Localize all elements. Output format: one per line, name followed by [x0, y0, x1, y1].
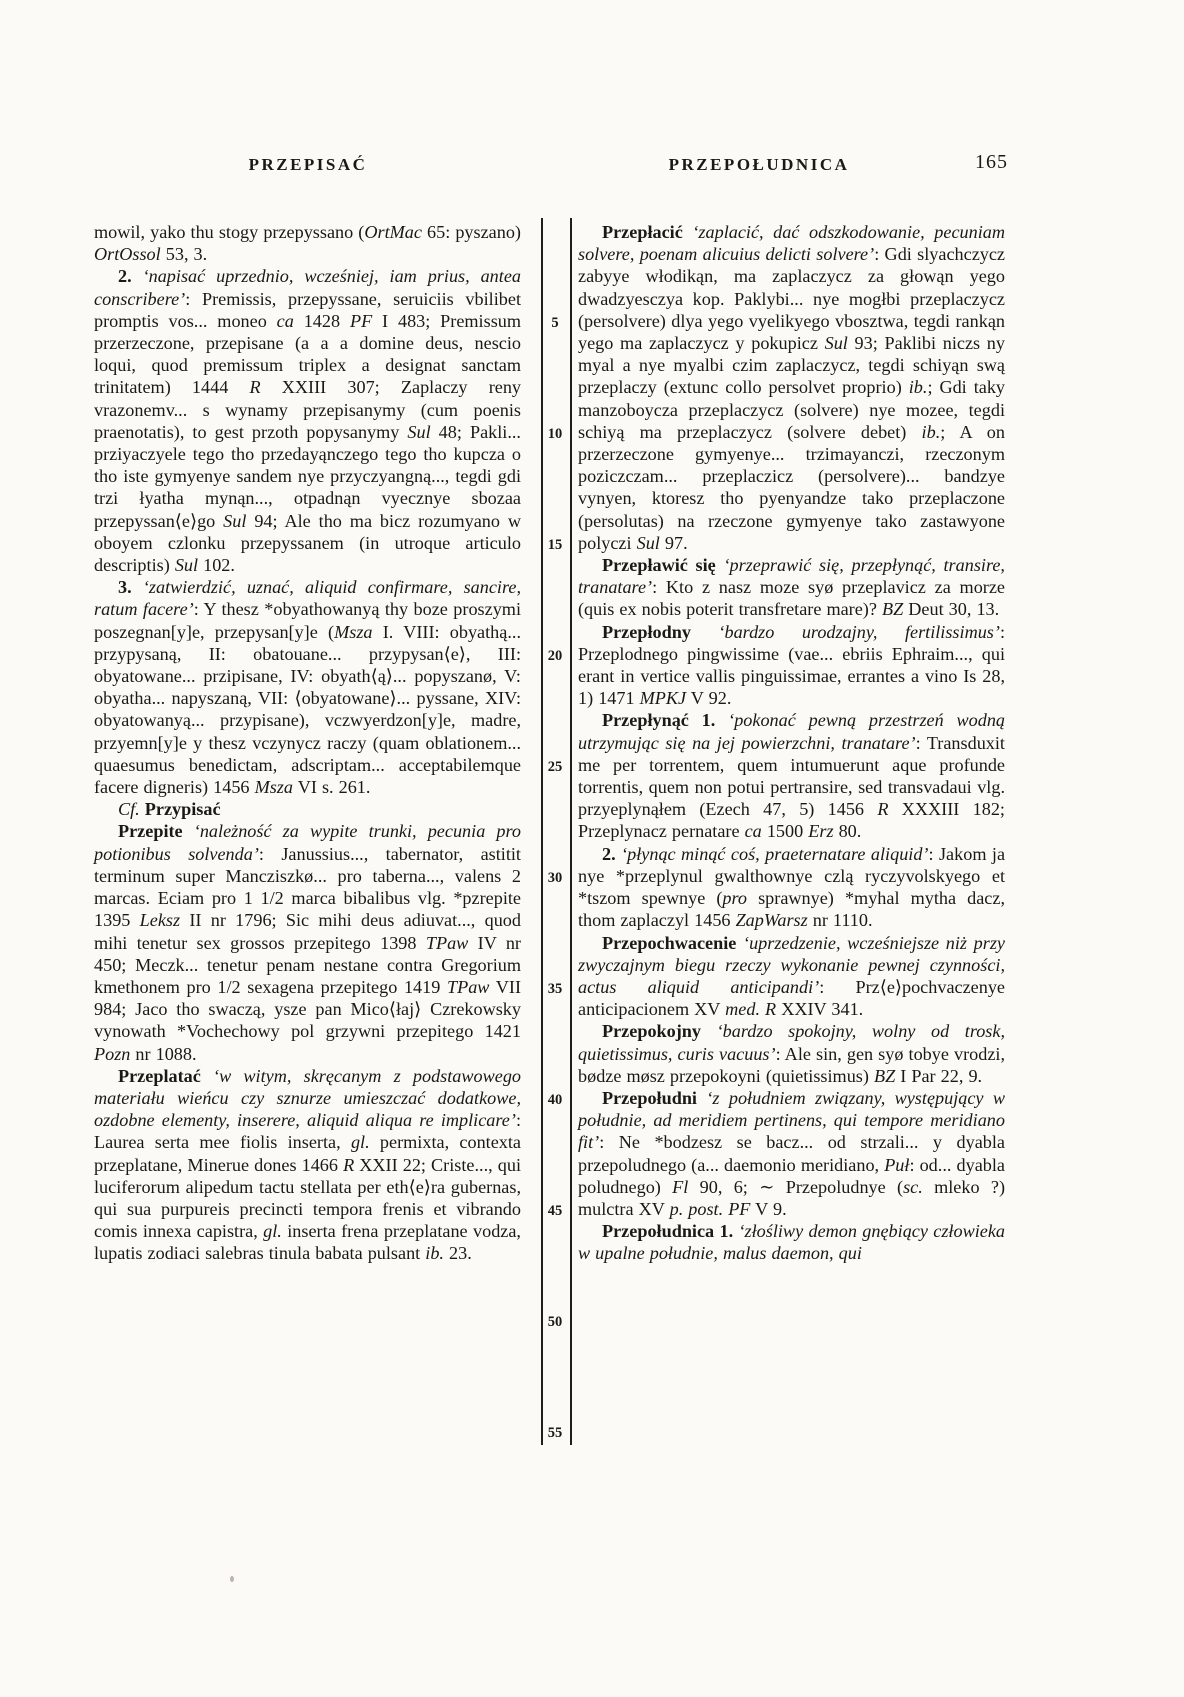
left-running-head: PRZEPISAĆ [248, 155, 368, 174]
entry-przepite: Przepite ‘należność za wypite trunki, pecunia pro potionibus solvenda’: Janussius..., tabernator, astitit terminum super Mancziszkø... pro taberna..., valens 2 marcas. Eciam pro 1 1/2 marca bibalibus vlg. *pzrepite 1395 Leksz II nr 1796; Sic mihi deus adiuvat..., quod mihi tenetur sex grossos przepitego 1398 TPaw IV nr 450; Meczk... tenetur penam nestane contra Gregorium kmethonem pro 1/2 sexagena przepitego 1419 TPaw VII 984; Jaco tho swaczą, ysze pan Mico⟨łaj⟩ Czrekowsky vynowath *Vochechowy pol grzywni przepitego 1421 Pozn nr 1088. [94, 821, 522, 1064]
column-divider-rule-right [570, 218, 572, 1445]
entry-przeplodny: Przepłodny ‘bardzo urodzajny, fertilissimus’: Przeplodnego pingwissime (vae... ebriis Ephraim..., qui erant in vertice vallis pinguissimae, errantes a vino Is 28, 1) 1471 MPKJ V 92. [578, 621, 1005, 709]
przepisac-sense-3: 3. ‘zatwierdzić, uznać, aliquid confirmare, sancire, ratum facere’: Y thesz *obyathowanyą thy boze proszymi poszegnan[y]e, przepysan[y]e (Msza I. VIII: obyathą... przypysaną, II: obatouane... przypysan⟨e⟩, III: obyatowane... przipisane, IV: obyath⟨ą⟩... popyszanø, V: obyatha... napyszaną, VII: ⟨obyatowane⟩... pyssane, XIV: obyatowanyą... przypisane), vczwyerdzon[y]e, madre, przyemn[y]e y thesz vczynycz raczy (quam oblationem... quaesumus benedictam, adscriptam... acceptabilemque facere digneris) 1456 Msza VI s. 261. [94, 577, 522, 798]
line-number-25: 25 [547, 758, 563, 775]
line-number-15: 15 [547, 536, 563, 553]
entry-przeplatac: Przeplatać ‘w witym, skręcanym z podstawowego materiału wieńcu czy sznurze umieszczać dodatkowe, ozdobne elementy, inserere, aliquid aliqua re implicare’: Laurea serta mee fiolis inserta, gl. permixta, contexta przeplatane, Minerue dones 1466 R XXII 22; Criste..., qui luciferorum alipedum tactu stellata per eth⟨e⟩ra gubernas, qui sua purpureis precincti tempora frenis et vibrando comis innexa capistra, gl. inserta frena przeplatane vodza, lupatis zodiaci salebras tinula babata pulsant ib. 23. [94, 1065, 522, 1264]
line-number-50: 50 [547, 1313, 563, 1330]
przeplynac-sense-2: 2. ‘płynąc minąć coś, praeternatare aliquid’: Jakom ja nye *przeplynul gwalthownye czlą ryczyvolskyego et *tszom spewnye (pro sprawnye) *myhal mytha dacz, thom zaplaczyl 1456 ZapWarsz nr 1110. [578, 843, 1006, 931]
left-text-column [94, 221, 521, 1265]
right-text-column [578, 221, 1005, 1265]
entry-przepochwacenie: Przepochwacenie ‘uprzedzenie, wcześniejsze niż przy zwyczajnym biegu rzeczy wykonanie pewnej czynności, actus aliquid anticipandi’: Prz⟨e⟩pochvaczenye anticipacionem XV med. R XXIV 341. [578, 932, 1005, 1020]
line-number-20: 20 [547, 647, 563, 664]
line-number-10: 10 [547, 425, 563, 442]
line-number-30: 30 [547, 869, 563, 886]
entry-przepoludni: Przepołudni ‘z południem związany, występujący w południe, ad meridiem pertinens, qui tempore meridiano fit’: Ne *bodzesz se bacz... od strzali... y dyabla przepoludnego (a... daemonio meridiano, Puł: od... dyabla poludnego) Fl 90, 6; ∼ Przepoludnye (sc. mleko ?) mulctra XV p. post. PF V 9. [578, 1087, 1005, 1219]
line-number-40: 40 [547, 1091, 563, 1108]
entry-przepisac-continuation: mowil, yako thu stogy przepyssano (OrtMac 65: pyszano) OrtOssol 53, 3. [94, 222, 521, 265]
entry-przeplawic-sie: Przepławić się ‘przeprawić się, przepłynąć, transire, tranatare’: Kto z nasz moze syø przeplavicz za morze (quis ex nobis poterit transfretare mare)? BZ Deut 30, 13. [578, 555, 1005, 620]
przepisac-sense-2: 2. ‘napisać uprzednio, wcześniej, iam prius, antea conscribere’: Premissis, przepyssane, seruiciis vbilibet promptis vos... moneo ca 1428 PF I 483; Premissum przerzeczone, przepisane (a a a domine deus, nescio loqui, quod premissum triplex a designat sanctam trinitatem) 1444 R XXIII 307; Zaplaczy reny vrazonemv... s wynamy przepisanymy (cum poenis praenotatis), to gest przoth popysanymy Sul 48; Pakli... prziyaczyele tego tho przedayąnczego tego tho kupcza o tho iste gymyenye sandem nye przyczyangną..., tegdi gdi trzi łyatha mynąn..., otpadnąn vyecznye sbozaa przepyssan⟨e⟩go Sul 94; Ale tho ma bicz rozumyano w oboyem czlonku przepyssanem (in utroque articulo descriptis) Sul 102. [94, 266, 522, 576]
cross-reference-przypisac: Cf. Przypisać [118, 799, 221, 820]
right-running-head: PRZEPOŁUDNICA [668, 155, 850, 174]
column-divider-rule-left [541, 218, 543, 1445]
page-number: 165 [975, 151, 1008, 173]
line-number-5: 5 [551, 314, 559, 331]
line-number-45: 45 [547, 1202, 563, 1219]
entry-przeplynac-sense-1: Przepłynąć 1. ‘pokonać pewną przestrzeń wodną utrzymując się na jej powierzchni, tranatare’: Transduxit me per torrentem, quem intumuerunt aque profunde torrentis, quem non potui pertransire, sed transvadaui vlg. przyeplynąłem (Ezech 47, 5) 1456 R XXXIII 182; Przeplynacz pernatare ca 1500 Erz 80. [578, 710, 1006, 842]
line-number-55: 55 [547, 1424, 563, 1441]
entry-przeplacic: Przepłacić ‘zaplacić, dać odszkodowanie, pecuniam solvere, poenam alicuius delicti solvere’: Gdi slyachczycz zabyye włodikąn, ma zaplaczycz za głowąn yego dwadzyesczya kop. Paklybi... nye mogłbi przeplaczycz (persolvere) dlya yego vyelikyego vbosztwa, tegdi rankąn yego ma zaplaczycz y pokupicz Sul 93; Paklibi niczs ny myal a nye myalbi czim zaplaczycz, tegdi schiyąn swą przeplaczy (extunc collo persolvet proprio) ib.; Gdi taky manzoboycza przeplaczycz (solvere) nye mozee, tegdi schiyą ma przeplaczycz (solvere debet) ib.; A on przerzeczone gymyenye... trzimayanczi, rzeczonym poziczczam... przeplaczicz (persolvere)... bandzye vynyen, ktoresz tho pyenyandze tako przeplaczone (persolutas) na rzeczone gymyenye tako zastawyone polyczi Sul 97. [578, 222, 1006, 553]
entry-przepokojny: Przepokojny ‘bardzo spokojny, wolny od trosk, quietissimus, curis vacuus’: Ale sin, gen syø tobye vrodzi, bødze møsz przepokoyni (quietissimus) BZ I Par 22, 9. [578, 1021, 1006, 1086]
line-number-35: 35 [547, 980, 563, 997]
scan-artifact-speck [230, 1576, 234, 1582]
entry-przepoludnica: Przepołudnica 1. ‘złośliwy demon gnębiący człowieka w upalne południe, malus daemon, qui [578, 1221, 1005, 1264]
